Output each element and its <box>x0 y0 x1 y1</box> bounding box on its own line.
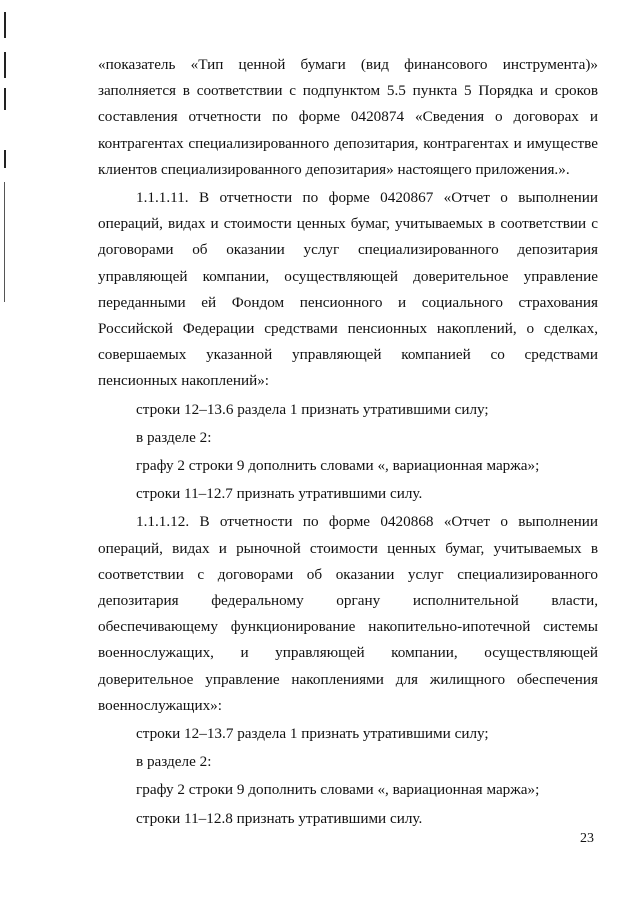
list-item: графу 2 строки 9 дополнить словами «, вариационная маржа»; <box>136 781 540 799</box>
scan-edge-mark <box>4 182 5 302</box>
paragraph-1-1-1-12: 1.1.1.12. В отчетности по форме 0420868 «Отчет о выполнении операций, видах и рыночной стоимости ценных бумаг, учитываемых в соответствии с договорами об оказании услуг специализированного депозитария федеральному органу исполнительной власти, обеспечивающему функционирование накопительно-ипотечной системы военнослужащих, и управляющей компании, осуществляющей доверительное управление накоплениями для жилищного обеспечения военнослужащих»: <box>98 513 598 714</box>
list-item: строки 12–13.7 раздела 1 признать утратившими силу; <box>136 725 489 743</box>
list-item: в разделе 2: <box>136 753 212 771</box>
paragraph-1-1-1-11: 1.1.1.11. В отчетности по форме 0420867 «Отчет о выполнении операций, видах и стоимости ценных бумаг, учитываемых в соответствии с договорами об оказании услуг специализированного депозитария управляющей компании, осуществляющей доверительное управление переданными ей Фондом пенсионного и социального страхования Российской Федерации средствами пенсионных накоплений, о сделках, совершаемых указанной управляющей компанией со средствами пенсионных накоплений»: <box>98 189 598 390</box>
scan-edge-mark <box>4 52 6 78</box>
list-item: в разделе 2: <box>136 428 212 446</box>
scan-edge-mark <box>4 150 6 168</box>
paragraph-continuation: «показатель «Тип ценной бумаги (вид финансового инструмента)» заполняется в соответствии с подпунктом 5.5 пункта 5 Порядка и сроков составления отчетности по форме 0420874 «Сведения о договорах и контрагентах специализированного депозитария, контрагентах и имуществе клиентов специализированного депозитария» настоящего приложения.». <box>98 56 598 178</box>
page-number: 23 <box>580 831 594 846</box>
document-body <box>98 52 598 834</box>
list-item: графу 2 строки 9 дополнить словами «, вариационная маржа»; <box>136 457 540 475</box>
scan-edge-mark <box>4 88 6 110</box>
list-item: строки 11–12.7 признать утратившими силу. <box>136 485 423 503</box>
scan-edge-mark <box>4 12 6 38</box>
list-item: строки 12–13.6 раздела 1 признать утратившими силу; <box>136 400 489 418</box>
list-item: строки 11–12.8 признать утратившими силу. <box>136 809 423 827</box>
